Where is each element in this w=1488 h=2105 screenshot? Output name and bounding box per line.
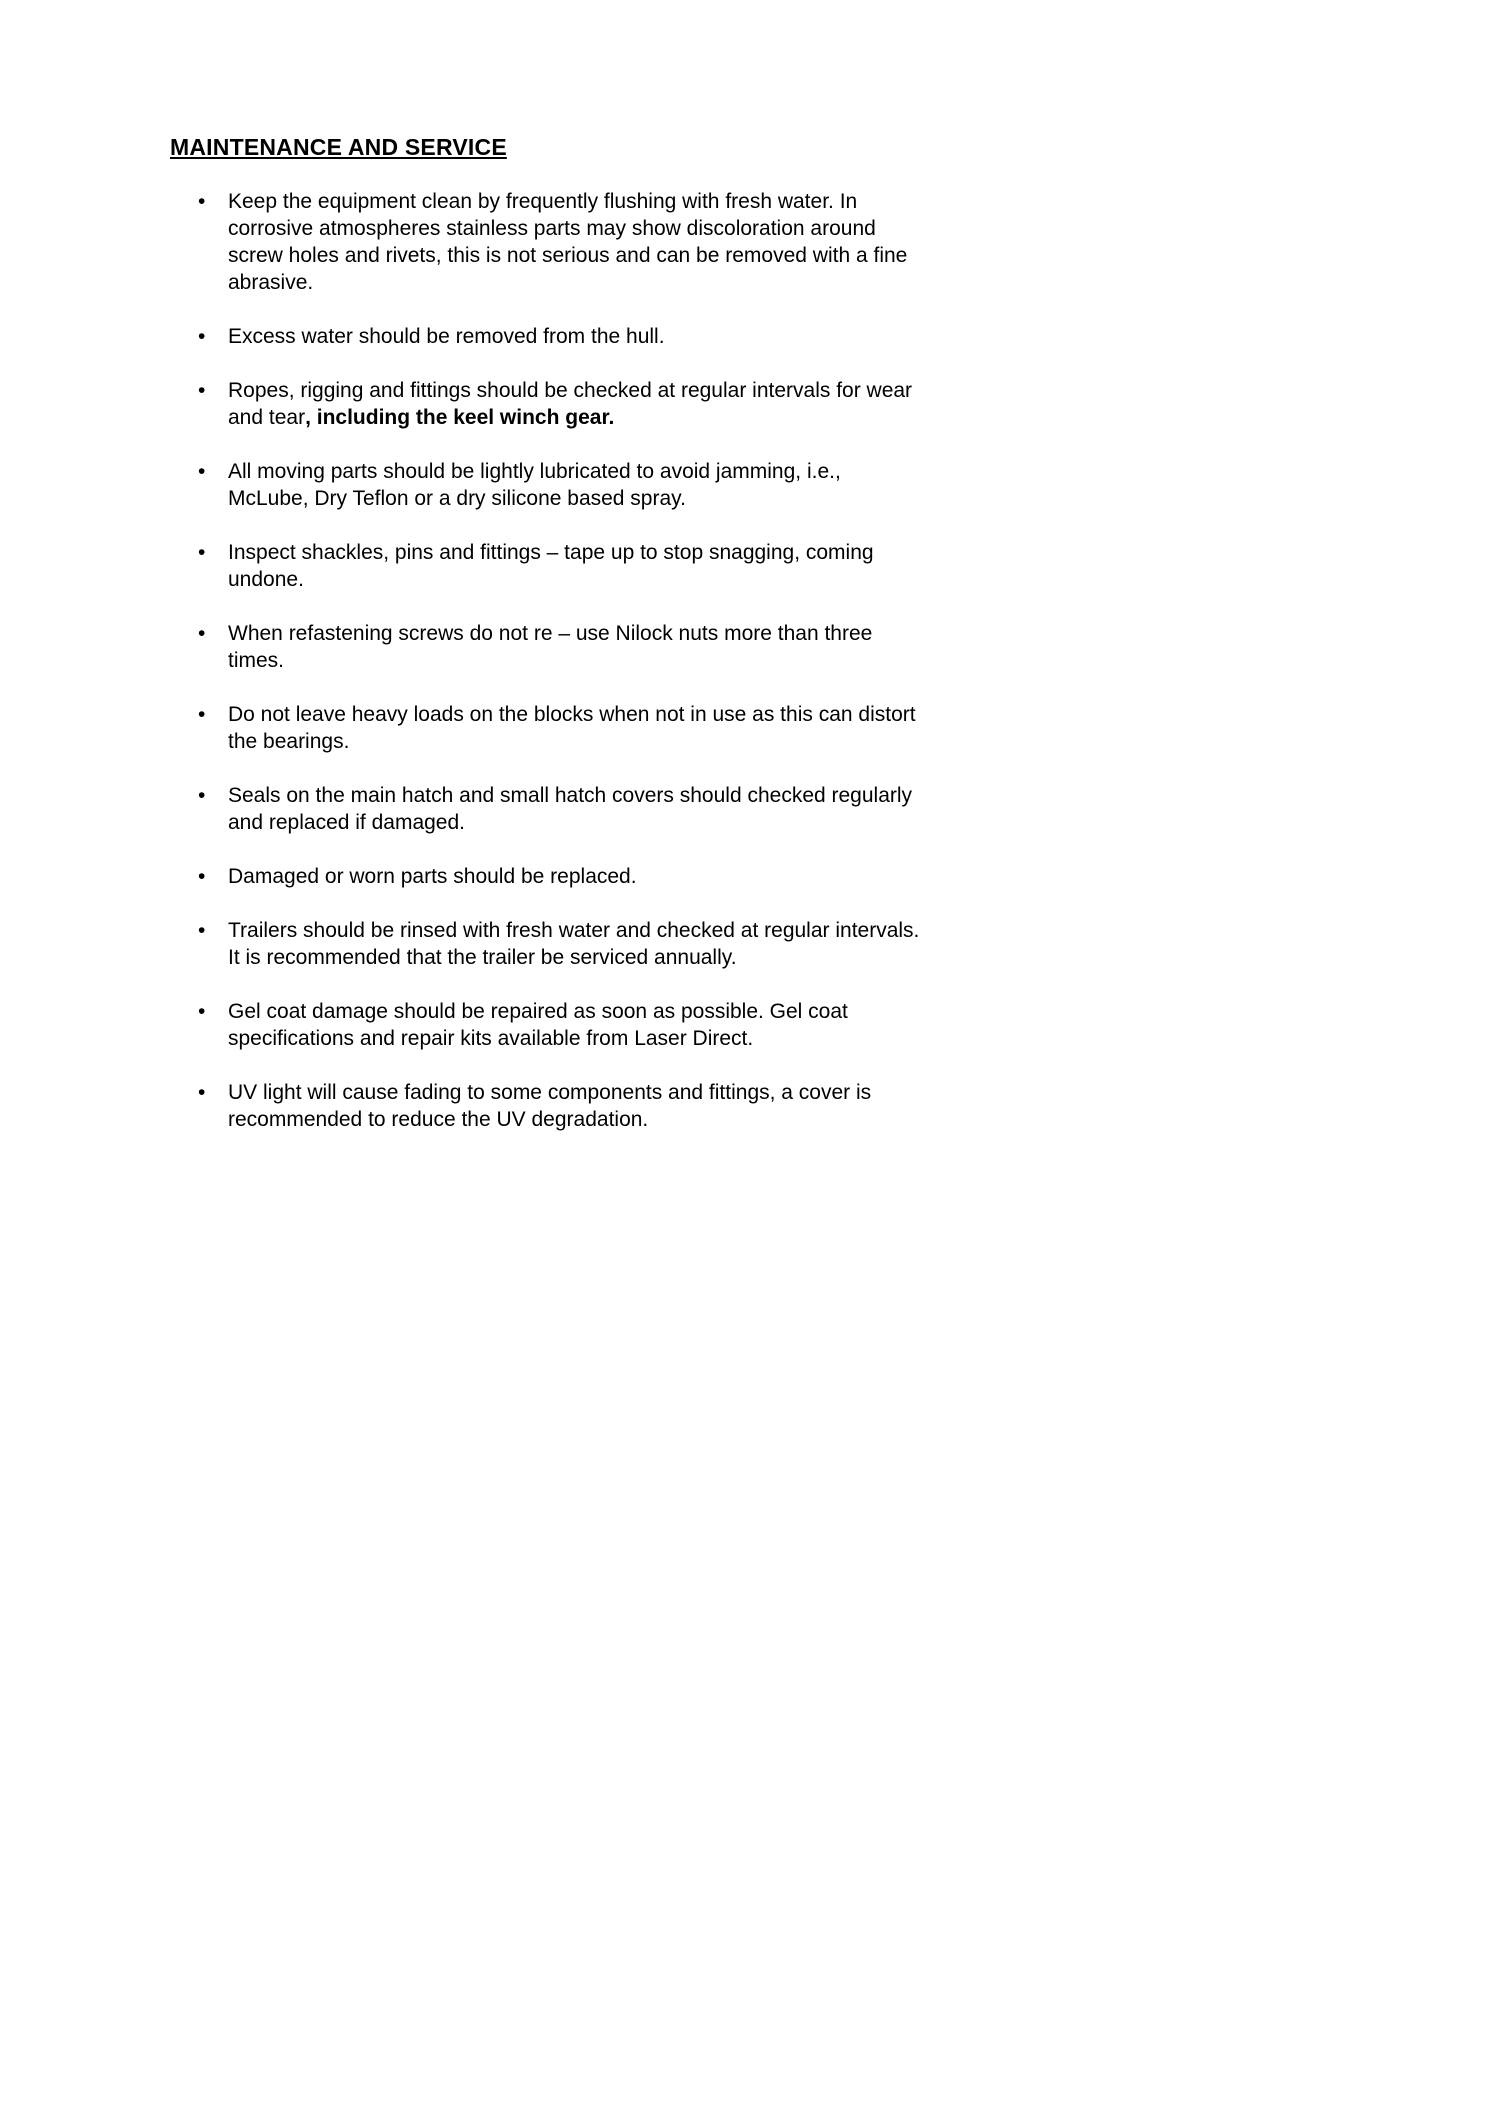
bullet-text-wrap: [228, 782, 920, 836]
bullet-icon: •: [198, 703, 206, 726]
bullet-icon: •: [198, 1000, 206, 1023]
bullet-text: Keep the equipment clean by frequently flushing with fresh water. In corrosive atmospheres stainless parts may show discoloration around screw holes and rivets, this is not serious and can be removed with a fine abrasive.: [228, 190, 908, 294]
list-item: [198, 782, 1488, 836]
bullet-text: All moving parts should be lightly lubricated to avoid jamming, i.e., McLube, Dry Teflon or a dry silicone based spray.: [228, 460, 841, 510]
list-item: [198, 377, 1488, 431]
bullet-text-wrap: [228, 377, 920, 431]
bullet-text: When refastening screws do not re – use Nilock nuts more than three times.: [228, 622, 873, 672]
list-item: [198, 917, 1488, 971]
bullet-text-wrap: [228, 1079, 920, 1133]
bullet-icon: •: [198, 1081, 206, 1104]
bullet-text: Damaged or worn parts should be replaced.: [228, 865, 637, 888]
bullet-icon: •: [198, 865, 206, 888]
bullet-text: Ropes, rigging and fittings should be checked at regular intervals for wear and tear: [228, 379, 913, 429]
bullet-icon: •: [198, 541, 206, 564]
bullet-text: Excess water should be removed from the hull.: [228, 325, 665, 348]
bullet-text-bold: , including the keel winch gear.: [305, 406, 615, 429]
list-item: [198, 1079, 1488, 1133]
bullet-icon: •: [198, 325, 206, 348]
bullet-text-wrap: [228, 863, 920, 890]
bullet-icon: •: [198, 919, 206, 942]
bullet-text: UV light will cause fading to some components and fittings, a cover is recommended to reduce the UV degradation.: [228, 1081, 872, 1131]
bullet-text-wrap: [228, 998, 920, 1052]
bullet-text: Gel coat damage should be repaired as soon as possible. Gel coat specifications and repair kits available from Laser Direct.: [228, 1000, 848, 1050]
bullet-icon: •: [198, 622, 206, 645]
list-item: [198, 458, 1488, 512]
bullet-text: Do not leave heavy loads on the blocks when not in use as this can distort the bearings.: [228, 703, 916, 753]
bullet-icon: •: [198, 379, 206, 402]
list-item: [198, 998, 1488, 1052]
bullet-icon: •: [198, 460, 206, 483]
bullet-icon: •: [198, 784, 206, 807]
bullet-icon: •: [198, 190, 206, 213]
bullet-text-wrap: [228, 539, 920, 593]
bullet-text: Seals on the main hatch and small hatch covers should checked regularly and replaced if damaged.: [228, 784, 913, 834]
list-item: [198, 323, 1488, 350]
list-item: [198, 188, 1488, 296]
bullet-list: [198, 188, 1488, 1133]
bullet-text-wrap: [228, 701, 920, 755]
bullet-text: Inspect shackles, pins and fittings – tape up to stop snagging, coming undone.: [228, 541, 874, 591]
list-item: [198, 863, 1488, 890]
bullet-text-wrap: [228, 620, 920, 674]
bullet-text: Trailers should be rinsed with fresh water and checked at regular intervals. It is recommended that the trailer be serviced annually.: [228, 919, 920, 969]
bullet-text-wrap: [228, 188, 920, 296]
bullet-text-wrap: [228, 458, 920, 512]
bullet-text-wrap: [228, 917, 920, 971]
list-item: [198, 701, 1488, 755]
page-title: MAINTENANCE AND SERVICE: [170, 134, 507, 160]
bullet-text-wrap: [228, 323, 920, 350]
list-item: [198, 620, 1488, 674]
list-item: [198, 539, 1488, 593]
